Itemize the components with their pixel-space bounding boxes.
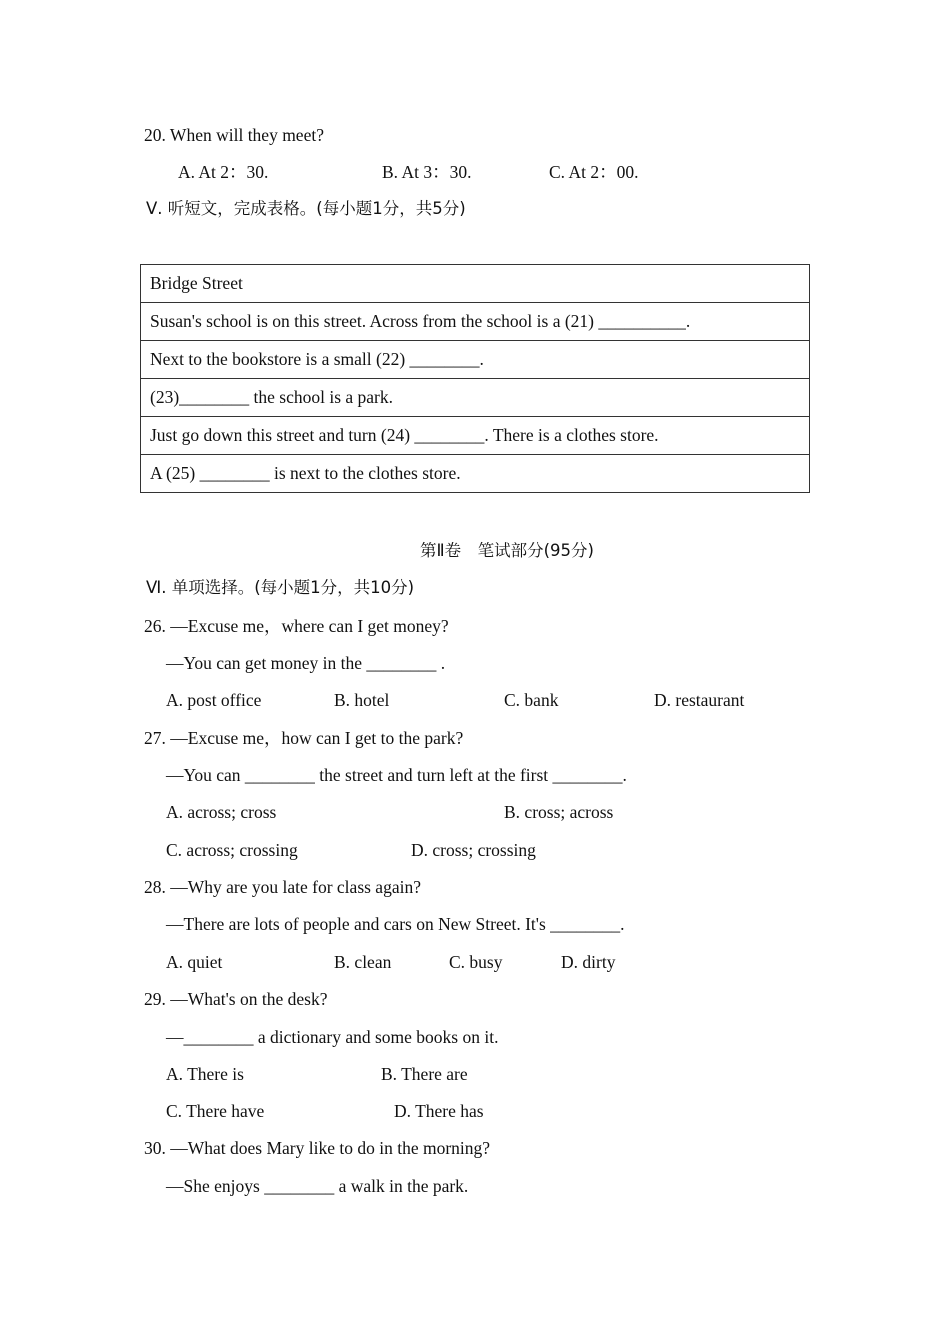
question-26-option-d: D. restaurant [654,690,745,710]
table-cell: (23)________ the school is a park. [141,379,810,417]
listening-fill-table [140,264,810,493]
question-26-option-a: A. post office [166,690,262,710]
question-27-reply: —You can ________ the street and turn left at the first ________. [166,765,627,785]
question-30-stem: 30. —What does Mary like to do in the morning? [144,1138,491,1158]
question-28-option-a: A. quiet [166,952,223,972]
question-29-option-b: B. There are [381,1064,468,1084]
section-6-heading: Ⅵ. 单项选择。(每小题1分，共10分) [146,578,415,597]
question-29-option-d: D. There has [394,1101,484,1121]
table-cell: A (25) ________ is next to the clothes store. [141,455,810,493]
part-2-title: 第Ⅱ卷 笔试部分(95分) [420,541,594,560]
section-5-heading: Ⅴ. 听短文，完成表格。(每小题1分，共5分) [146,199,466,218]
question-27-option-a: A. across; cross [166,802,277,822]
question-29-stem: 29. —What's on the desk? [144,989,328,1009]
table-cell: Susan's school is on this street. Across from the school is a (21) __________. [141,303,810,341]
question-29-reply: —________ a dictionary and some books on it. [166,1027,499,1047]
table-cell: Next to the bookstore is a small (22) ________. [141,341,810,379]
question-26-reply: —You can get money in the ________ . [166,653,446,673]
question-26-option-c: C. bank [504,690,559,710]
question-28-option-c: C. busy [449,952,503,972]
question-26-option-b: B. hotel [334,690,390,710]
table-cell: Bridge Street [141,265,810,303]
question-28-option-b: B. clean [334,952,392,972]
table-row [141,341,810,379]
question-20-option-c: C. At 2：00. [549,162,639,182]
question-27-option-b: B. cross; across [504,802,614,822]
question-29-option-a: A. There is [166,1064,244,1084]
question-20-option-a: A. At 2：30. [178,162,269,182]
question-28-stem: 28. —Why are you late for class again? [144,877,421,897]
table-row [141,303,810,341]
question-20-stem: 20. When will they meet? [144,125,324,145]
question-28-reply: —There are lots of people and cars on New Street. It's ________. [166,914,625,934]
table-row [141,417,810,455]
question-26-stem: 26. —Excuse me，where can I get money? [144,616,449,636]
table-cell: Just go down this street and turn (24) ________. There is a clothes store. [141,417,810,455]
question-27-stem: 27. —Excuse me，how can I get to the park? [144,728,464,748]
question-20-option-b: B. At 3：30. [382,162,472,182]
table-row [141,265,810,303]
table-row [141,455,810,493]
question-30-reply: —She enjoys ________ a walk in the park. [166,1176,469,1196]
question-27-option-c: C. across; crossing [166,840,298,860]
question-29-option-c: C. There have [166,1101,265,1121]
table-row [141,379,810,417]
question-28-option-d: D. dirty [561,952,616,972]
question-27-option-d: D. cross; crossing [411,840,536,860]
